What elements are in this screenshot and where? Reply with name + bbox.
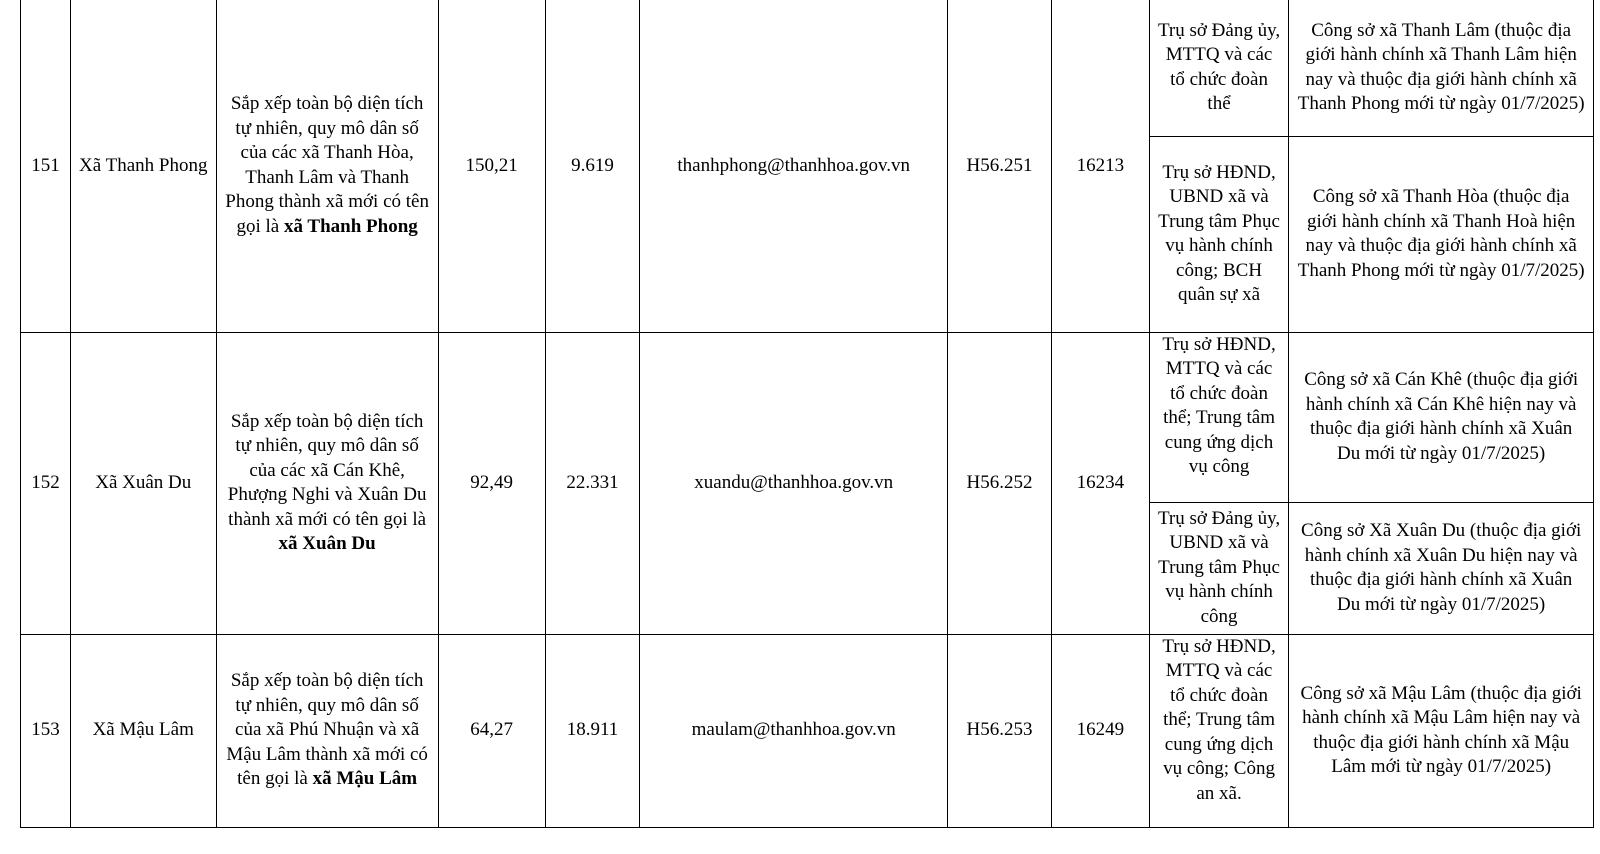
row-number: 151 xyxy=(21,0,71,332)
office-org-cell: Trụ sở Đảng ủy, UBND xã và Trung tâm Phục vụ hành chính công xyxy=(1149,502,1289,634)
commune-name: Xã Thanh Phong xyxy=(70,0,216,332)
population-cell: 9.619 xyxy=(545,0,640,332)
table-row xyxy=(21,634,1594,827)
admin-code-cell: H56.253 xyxy=(948,634,1052,827)
table-row xyxy=(21,0,1594,136)
office-org-text: Trụ sở HĐND, MTTQ và các tổ chức đoàn thể; Trung tâm cung ứng dịch vụ công xyxy=(1162,333,1276,477)
office-org-cell: Trụ sở Đảng ủy, MTTQ và các tổ chức đoàn thể xyxy=(1149,0,1289,136)
merger-description xyxy=(216,0,438,332)
new-commune-name: xã Xuân Du xyxy=(278,533,376,554)
merger-description xyxy=(216,634,438,827)
commune-name: Xã Mậu Lâm xyxy=(70,634,216,827)
admin-code-cell: H56.251 xyxy=(948,0,1052,332)
new-commune-name: xã Mậu Lâm xyxy=(312,768,418,790)
population-cell: 22.331 xyxy=(545,332,640,634)
commune-merger-table xyxy=(20,0,1594,828)
office-location-cell: Công sở Xã Xuân Du (thuộc địa giới hành chính xã Xuân Du hiện nay và thuộc địa giới hành chính xã Xuân Du mới từ ngày 01/7/2025) xyxy=(1289,502,1594,634)
description-text: Sắp xếp toàn bộ diện tích tự nhiên, quy mô dân số của các xã Cán Khê, Phượng Nghi và Xuân Du thành xã mới có tên gọi là xyxy=(227,410,427,530)
office-org-cell xyxy=(1149,634,1289,827)
office-location-cell: Công sở xã Thanh Lâm (thuộc địa giới hành chính xã Thanh Lâm hiện nay và thuộc địa giới hành chính xã Thanh Phong mới từ ngày 01/7/2025) xyxy=(1289,0,1594,136)
office-location-cell: Công sở xã Mậu Lâm (thuộc địa giới hành chính xã Mậu Lâm hiện nay và thuộc địa giới hành chính xã Mậu Lâm mới từ ngày 01/7/2025) xyxy=(1289,634,1594,827)
unit-code-cell: 16234 xyxy=(1051,332,1149,634)
merger-description xyxy=(216,332,438,634)
email-cell: maulam@thanhhoa.gov.vn xyxy=(640,634,948,827)
area-cell: 64,27 xyxy=(438,634,545,827)
population-cell: 18.911 xyxy=(545,634,640,827)
email-cell: thanhphong@thanhhoa.gov.vn xyxy=(640,0,948,332)
description-text: Sắp xếp toàn bộ diện tích tự nhiên, quy mô dân số của các xã Thanh Hòa, Thanh Lâm và Thanh Phong thành xã mới có tên gọi là xyxy=(225,93,429,237)
office-org-cell xyxy=(1149,332,1289,502)
area-cell: 92,49 xyxy=(438,332,545,634)
office-location-cell: Công sở xã Cán Khê (thuộc địa giới hành chính xã Cán Khê hiện nay và thuộc địa giới hành chính xã Xuân Du mới từ ngày 01/7/2025) xyxy=(1289,332,1594,502)
unit-code-cell: 16213 xyxy=(1051,0,1149,332)
office-org-cell: Trụ sở HĐND, UBND xã và Trung tâm Phục vụ hành chính công; BCH quân sự xã xyxy=(1149,136,1289,332)
row-number: 153 xyxy=(21,634,71,827)
commune-name: Xã Xuân Du xyxy=(70,332,216,634)
office-location-cell: Công sở xã Thanh Hòa (thuộc địa giới hành chính xã Thanh Hoà hiện nay và thuộc địa giới hành chính xã Thanh Phong mới từ ngày 01/7/2025) xyxy=(1289,136,1594,332)
table-row xyxy=(21,332,1594,502)
row-number: 152 xyxy=(21,332,71,634)
email-cell: xuandu@thanhhoa.gov.vn xyxy=(640,332,948,634)
description-text: Sắp xếp toàn bộ diện tích tự nhiên, quy mô dân số của xã Phú Nhuận và xã Mậu Lâm thành xã mới có tên gọi là xyxy=(226,670,428,790)
new-commune-name: xã Thanh Phong xyxy=(283,215,418,237)
admin-code-cell: H56.252 xyxy=(948,332,1052,634)
unit-code-cell: 16249 xyxy=(1051,634,1149,827)
office-org-text: Trụ sở HĐND, MTTQ và các tổ chức đoàn thể; Trung tâm cung ứng dịch vụ công; Công an xã. xyxy=(1162,635,1276,804)
area-cell: 150,21 xyxy=(438,0,545,332)
